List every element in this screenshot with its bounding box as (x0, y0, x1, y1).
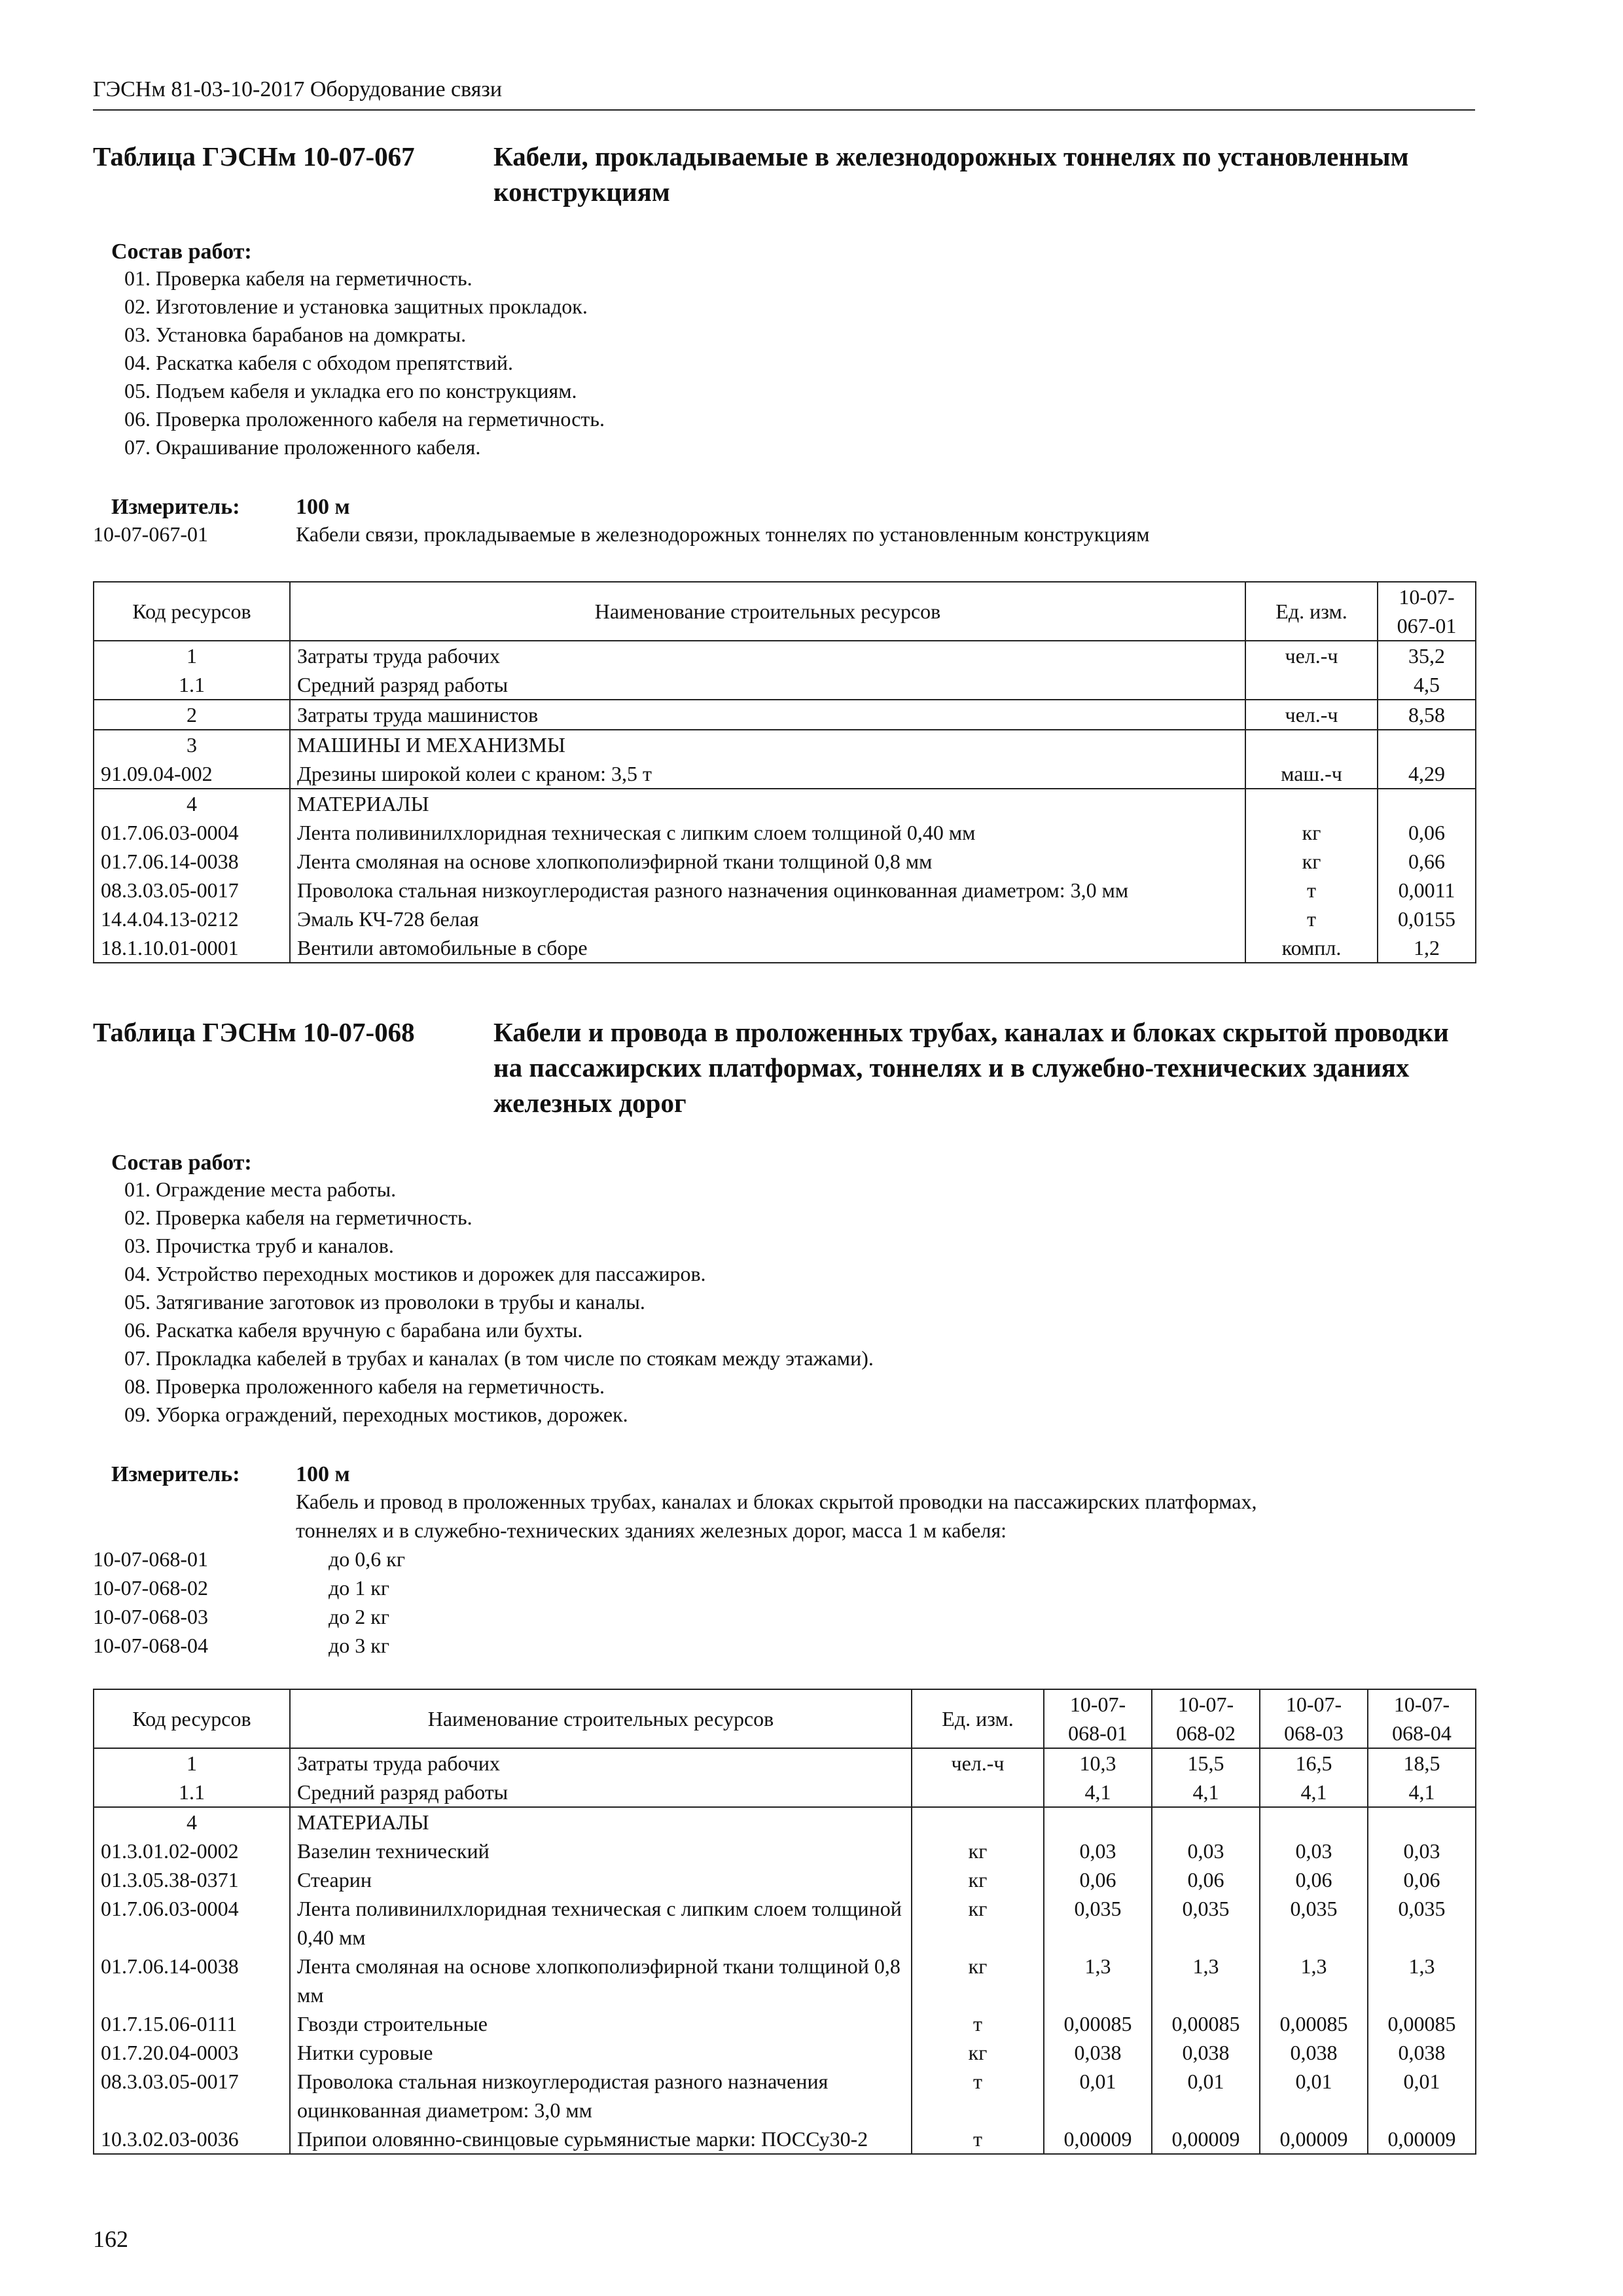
work-item: 01. Проверка кабеля на герметичность. (124, 266, 473, 290)
work-item: 05. Подъем кабеля и укладка его по конструкциям. (124, 379, 577, 403)
table-cell: 14.4.04.13-0212 (94, 905, 290, 933)
work-item: 07. Окрашивание проложенного кабеля. (124, 435, 481, 459)
table-cell: Лента смоляная на основе хлопкополиэфирной ткани толщиной 0,8 мм (290, 1952, 912, 2009)
table-cell: 01.7.06.14-0038 (94, 847, 290, 876)
table1-resources (93, 581, 1476, 963)
table-cell: Затраты труда машинистов (290, 700, 1245, 730)
table-cell (1245, 730, 1378, 759)
table-cell: 0,00085 (1152, 2009, 1260, 2038)
table-cell: 0,038 (1044, 2038, 1152, 2067)
table-cell: 4 (94, 789, 290, 818)
table-cell: 0,66 (1378, 847, 1476, 876)
table-cell: 0,00085 (1044, 2009, 1152, 2038)
table-cell: 16,5 (1260, 1748, 1368, 1778)
table-cell: МАТЕРИАЛЫ (290, 789, 1245, 818)
table-row (94, 1778, 1476, 1807)
table-cell: 0,038 (1260, 2038, 1368, 2067)
table-cell: 4,5 (1378, 670, 1476, 700)
table2-code: 10-07-068-01 (93, 1547, 208, 1571)
table-cell: 4,29 (1378, 759, 1476, 789)
table-cell: кг (912, 1894, 1044, 1952)
table2-number: Таблица ГЭСНм 10-07-068 (93, 1017, 415, 1047)
table-cell: Эмаль КЧ-728 белая (290, 905, 1245, 933)
table-row (94, 2038, 1476, 2067)
table-cell: 1,3 (1044, 1952, 1152, 2009)
table-row (94, 847, 1476, 876)
table-cell (1368, 1807, 1476, 1837)
table-cell: 0,038 (1152, 2038, 1260, 2067)
table-cell: 0,038 (1368, 2038, 1476, 2067)
table-cell (1378, 730, 1476, 759)
table-cell: 0,0011 (1378, 876, 1476, 905)
table-cell: 4,1 (1152, 1778, 1260, 1807)
work-item: 01. Ограждение места работы. (124, 1177, 397, 1201)
table-cell: Лента поливинилхлоридная техническая с липким слоем толщиной 0,40 мм (290, 1894, 912, 1952)
table-row (94, 1748, 1476, 1778)
table1-code-desc: Кабели связи, прокладываемые в железнодорожных тоннелях по установленным конструкциям (296, 522, 1150, 546)
col-header-value: 10-07-068-01 (1044, 1689, 1152, 1748)
table-cell: 0,06 (1152, 1865, 1260, 1894)
table-cell: 0,01 (1260, 2067, 1368, 2125)
work-item: 03. Установка барабанов на домкраты. (124, 323, 467, 346)
work-item: 09. Уборка ограждений, переходных мостиков, дорожек. (124, 1403, 628, 1426)
table-cell: 0,00009 (1152, 2125, 1260, 2154)
table-cell: 08.3.03.05-0017 (94, 876, 290, 905)
table2-title: Кабели и провода в проложенных трубах, каналах и блоках скрытой проводки на пассажирских платформах, тоннелях и в служебно-технических зданиях железных дорог (493, 1017, 1449, 1118)
table-cell: кг (912, 1837, 1044, 1865)
table-cell: т (912, 2009, 1044, 2038)
table2-resources (93, 1689, 1476, 2155)
table-row (94, 933, 1476, 963)
table-cell: 4,1 (1044, 1778, 1152, 1807)
table-cell: Средний разряд работы (290, 1778, 912, 1807)
meter-label: Измеритель: (111, 1462, 240, 1486)
table-cell: 0,01 (1044, 2067, 1152, 2125)
table-cell: кг (912, 2038, 1044, 2067)
table2-work-label: Состав работ: (111, 1151, 252, 1175)
table2-code: 10-07-068-02 (93, 1576, 208, 1600)
table1-title: Кабели, прокладываемые в железнодорожных тоннелях по установленным конструкциям (493, 141, 1409, 207)
work-item: 06. Проверка проложенного кабеля на герметичность. (124, 407, 605, 431)
work-item: 04. Раскатка кабеля с обходом препятствий. (124, 351, 514, 374)
table-cell: компл. (1245, 933, 1378, 963)
table-row (94, 1837, 1476, 1865)
table-row (94, 876, 1476, 905)
table-cell: 4,1 (1368, 1778, 1476, 1807)
col-header-name: Наименование строительных ресурсов (290, 582, 1245, 641)
table-cell: 08.3.03.05-0017 (94, 2067, 290, 2125)
col-header-code: Код ресурсов (94, 582, 290, 641)
col-header-code: Код ресурсов (94, 1689, 290, 1748)
table-cell: Проволока стальная низкоуглеродистая разного назначения оцинкованная диаметром: 3,0 мм (290, 2067, 912, 2125)
table-cell: 01.7.06.03-0004 (94, 1894, 290, 1952)
table1-code: 10-07-067-01 (93, 522, 208, 546)
table-cell: 0,035 (1044, 1894, 1152, 1952)
table-cell: 0,01 (1152, 2067, 1260, 2125)
table-cell: 1 (94, 1748, 290, 1778)
table-row (94, 670, 1476, 700)
col-header-value: 10-07-068-04 (1368, 1689, 1476, 1748)
table-cell: 10,3 (1044, 1748, 1152, 1778)
table-cell: 2 (94, 700, 290, 730)
table-cell: Вазелин технический (290, 1837, 912, 1865)
table-row (94, 2009, 1476, 2038)
table-cell: 1.1 (94, 670, 290, 700)
col-header-unit: Ед. изм. (1245, 582, 1378, 641)
table-cell: 0,035 (1152, 1894, 1260, 1952)
table-row (94, 789, 1476, 818)
table-cell: 10.3.02.03-0036 (94, 2125, 290, 2154)
table-cell: Дрезины широкой колеи с краном: 3,5 т (290, 759, 1245, 789)
meter-value: 100 м (296, 1462, 350, 1486)
table2-meter-desc: Кабель и провод в проложенных трубах, каналах и блоках скрытой проводки на пассажирских платформах, (296, 1490, 1257, 1513)
table2-code: 10-07-068-03 (93, 1605, 208, 1628)
table-cell: чел.-ч (1245, 641, 1378, 670)
table-cell: т (912, 2125, 1044, 2154)
table-cell: 0,06 (1378, 818, 1476, 847)
table-cell: кг (1245, 818, 1378, 847)
table-cell: 18.1.10.01-0001 (94, 933, 290, 963)
table-cell: 1,3 (1152, 1952, 1260, 2009)
table-row (94, 2067, 1476, 2125)
table-cell: 8,58 (1378, 700, 1476, 730)
table-cell (1260, 1807, 1368, 1837)
table-cell: Затраты труда рабочих (290, 1748, 912, 1778)
table-cell: Припои оловянно-свинцовые сурьмянистые марки: ПОССу30-2 (290, 2125, 912, 2154)
table-cell: кг (1245, 847, 1378, 876)
table-row (94, 1894, 1476, 1952)
table-cell: 0,06 (1260, 1865, 1368, 1894)
table-row (94, 1807, 1476, 1837)
table-row (94, 730, 1476, 759)
table-cell: Затраты труда рабочих (290, 641, 1245, 670)
table-cell: чел.-ч (1245, 700, 1378, 730)
table-cell: Проволока стальная низкоуглеродистая разного назначения оцинкованная диаметром: 3,0 мм (290, 876, 1245, 905)
table-cell: маш.-ч (1245, 759, 1378, 789)
table-cell: 0,06 (1044, 1865, 1152, 1894)
table2-code: 10-07-068-04 (93, 1634, 208, 1657)
table-cell: 1.1 (94, 1778, 290, 1807)
table2-code-desc: до 1 кг (329, 1576, 389, 1600)
meter-label: Измеритель: (111, 495, 240, 519)
table-cell: т (1245, 876, 1378, 905)
running-header: ГЭСНм 81-03-10-2017 Оборудование связи (93, 77, 503, 101)
table-cell: 0,01 (1368, 2067, 1476, 2125)
table-cell: 35,2 (1378, 641, 1476, 670)
table-cell (1152, 1807, 1260, 1837)
table-cell: 0,03 (1044, 1837, 1152, 1865)
col-header-unit: Ед. изм. (912, 1689, 1044, 1748)
table-cell: 0,035 (1368, 1894, 1476, 1952)
table-cell: 4,1 (1260, 1778, 1368, 1807)
table-cell: Нитки суровые (290, 2038, 912, 2067)
col-header-value: 10-07-067-01 (1378, 582, 1476, 641)
table-row (94, 1865, 1476, 1894)
table2-work-list (124, 1175, 874, 1429)
table-cell: 0,03 (1260, 1837, 1368, 1865)
table-cell: Гвозди строительные (290, 2009, 912, 2038)
table-cell: т (1245, 905, 1378, 933)
work-item: 08. Проверка проложенного кабеля на герметичность. (124, 1374, 605, 1398)
table-cell: 1,3 (1260, 1952, 1368, 2009)
table-cell: 01.7.06.03-0004 (94, 818, 290, 847)
col-header-value: 10-07-068-03 (1260, 1689, 1368, 1748)
col-header-value: 10-07-068-02 (1152, 1689, 1260, 1748)
table-row (94, 2125, 1476, 2154)
table-cell (1245, 670, 1378, 700)
table1-number: Таблица ГЭСНм 10-07-067 (93, 141, 415, 171)
table-cell: Средний разряд работы (290, 670, 1245, 700)
table-cell: 4 (94, 1807, 290, 1837)
table1-work-list (124, 264, 605, 461)
table-cell: 18,5 (1368, 1748, 1476, 1778)
col-header-name: Наименование строительных ресурсов (290, 1689, 912, 1748)
table-cell: т (912, 2067, 1044, 2125)
work-item: 02. Изготовление и установка защитных прокладок. (124, 295, 588, 318)
table-row (94, 759, 1476, 789)
table-cell: Лента поливинилхлоридная техническая с липким слоем толщиной 0,40 мм (290, 818, 1245, 847)
table-cell: МАШИНЫ И МЕХАНИЗМЫ (290, 730, 1245, 759)
table-cell (912, 1778, 1044, 1807)
meter-value: 100 м (296, 495, 350, 519)
table-cell: 1,2 (1378, 933, 1476, 963)
work-item: 07. Прокладка кабелей в трубах и каналах (в том числе по стоякам между этажами). (124, 1346, 874, 1370)
table-cell: Стеарин (290, 1865, 912, 1894)
table-cell: 0,00085 (1260, 2009, 1368, 2038)
table-cell: 0,0155 (1378, 905, 1476, 933)
header-rule (93, 109, 1475, 111)
table-row (94, 1952, 1476, 2009)
table-cell: МАТЕРИАЛЫ (290, 1807, 912, 1837)
table-cell: 91.09.04-002 (94, 759, 290, 789)
table2-meter-desc: тоннелях и в служебно-технических зданиях железных дорог, масса 1 м кабеля: (296, 1518, 1007, 1542)
table2-code-desc: до 2 кг (329, 1605, 389, 1628)
work-item: 04. Устройство переходных мостиков и дорожек для пассажиров. (124, 1262, 706, 1285)
table-cell: Лента смоляная на основе хлопкополиэфирной ткани толщиной 0,8 мм (290, 847, 1245, 876)
table-cell: 0,00009 (1260, 2125, 1368, 2154)
table-cell: кг (912, 1865, 1044, 1894)
table-cell: 0,00085 (1368, 2009, 1476, 2038)
table-cell: 0,00009 (1368, 2125, 1476, 2154)
table-row (94, 818, 1476, 847)
table-cell (1378, 789, 1476, 818)
work-item: 02. Проверка кабеля на герметичность. (124, 1206, 473, 1229)
table-cell: 01.7.15.06-0111 (94, 2009, 290, 2038)
table-row (94, 641, 1476, 670)
table-cell: 0,03 (1152, 1837, 1260, 1865)
table-cell (1044, 1807, 1152, 1837)
table-cell: кг (912, 1952, 1044, 2009)
table-cell: 01.3.05.38-0371 (94, 1865, 290, 1894)
table2-code-desc: до 0,6 кг (329, 1547, 405, 1571)
table-row (94, 700, 1476, 730)
table-cell: чел.-ч (912, 1748, 1044, 1778)
table-cell: Вентили автомобильные в сборе (290, 933, 1245, 963)
table-cell: 15,5 (1152, 1748, 1260, 1778)
work-item: 06. Раскатка кабеля вручную с барабана или бухты. (124, 1318, 583, 1342)
work-item: 03. Прочистка труб и каналов. (124, 1234, 394, 1257)
table-cell: 0,06 (1368, 1865, 1476, 1894)
table-cell: 0,03 (1368, 1837, 1476, 1865)
table-cell: 0,035 (1260, 1894, 1368, 1952)
table2-code-desc: до 3 кг (329, 1634, 389, 1657)
table-cell (912, 1807, 1044, 1837)
work-item: 05. Затягивание заготовок из проволоки в трубы и каналы. (124, 1290, 645, 1314)
table-cell: 1 (94, 641, 290, 670)
table-cell: 01.7.06.14-0038 (94, 1952, 290, 2009)
page-number: 162 (93, 2226, 128, 2252)
table-cell: 1,3 (1368, 1952, 1476, 2009)
table-cell: 0,00009 (1044, 2125, 1152, 2154)
table-cell: 01.7.20.04-0003 (94, 2038, 290, 2067)
table-row (94, 905, 1476, 933)
table-cell (1245, 789, 1378, 818)
table1-work-label: Состав работ: (111, 240, 252, 264)
table-cell: 01.3.01.02-0002 (94, 1837, 290, 1865)
table-cell: 3 (94, 730, 290, 759)
